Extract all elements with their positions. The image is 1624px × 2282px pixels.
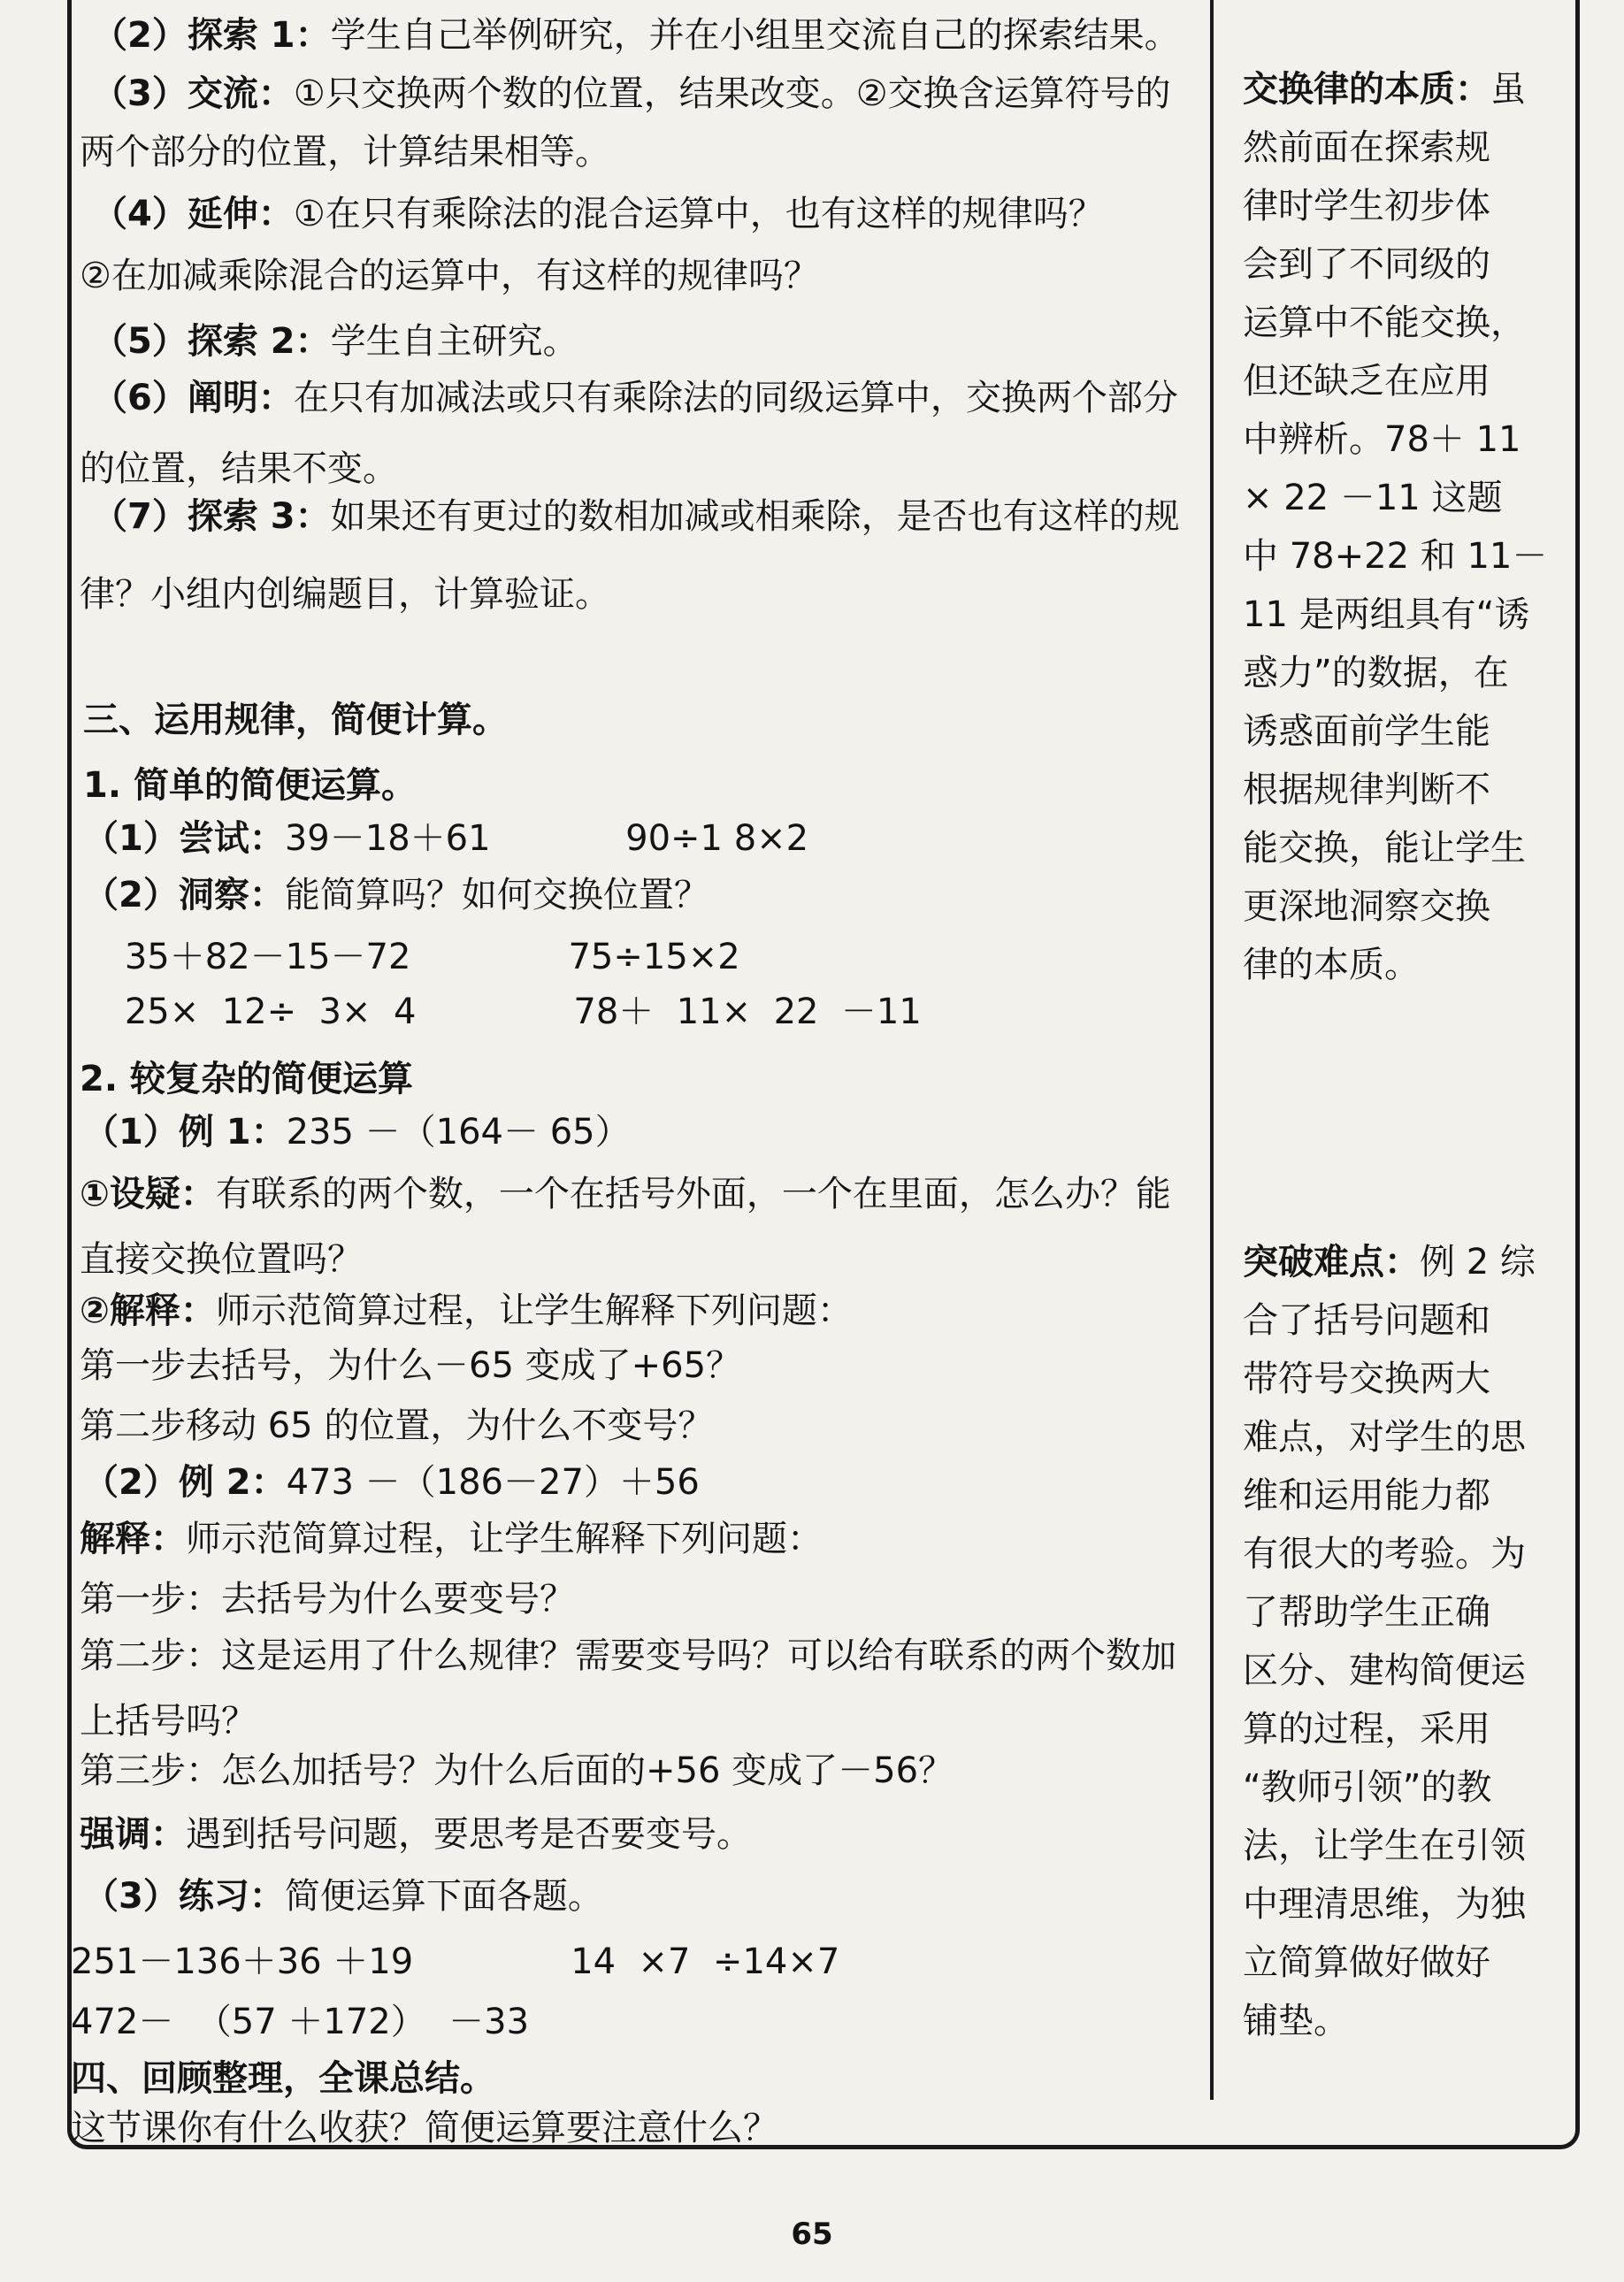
line: 强调：遇到括号问题，要思考是否要变号。	[80, 1814, 752, 1855]
page-number: 65	[791, 2217, 833, 2252]
side-note-line: 中理清思维，为独	[1243, 1884, 1526, 1925]
line: 第一步：去括号为什么要变号？	[80, 1579, 575, 1620]
side-note-line: 能交换，能让学生	[1243, 828, 1526, 869]
line: 第二步：这是运用了什么规律？需要变号吗？可以给有联系的两个数加	[80, 1635, 1176, 1676]
side-note-line: 维和运用能力都	[1243, 1475, 1490, 1516]
main-column	[71, 0, 1196, 2148]
section-heading: 三、运用规律，简便计算。	[83, 700, 508, 740]
expression-line: 25× 12÷ 3× 4 78＋ 11× 22 －11	[80, 992, 922, 1032]
line: ①设疑：有联系的两个数，一个在括号外面，一个在里面，怎么办？能	[80, 1174, 1171, 1214]
side-note-line: 铺垫。	[1243, 2001, 1349, 2041]
side-note-line: 但还缺乏在应用	[1243, 361, 1490, 402]
line: （1）例 1：235 －（164－ 65）	[83, 1112, 631, 1152]
line: （2）洞察：能简算吗？如何交换位置？	[83, 875, 709, 915]
side-note-line: 区分、建构简便运	[1243, 1650, 1526, 1691]
side-note-line: 然前面在探索规	[1243, 127, 1490, 168]
expression-line: 35＋82－15－72 75÷15×2	[80, 937, 740, 977]
line: （6）阐明：在只有加减法或只有乘除法的同级运算中，交换两个部分	[92, 378, 1178, 418]
subsection-heading: 2. 较复杂的简便运算	[80, 1059, 413, 1099]
side-note-line: 算的过程，采用	[1243, 1709, 1490, 1750]
side-note-line: 根据规律判断不	[1243, 770, 1490, 810]
expression-line: 251－136＋36 ＋19 14 ×7 ÷14×7	[71, 1941, 840, 1982]
side-note-line: 带符号交换两大	[1243, 1359, 1490, 1399]
side-note-line: 突破难点：例 2 综	[1243, 1242, 1536, 1283]
side-note-essence	[1243, 60, 1552, 994]
side-note-line: 法，让学生在引领	[1243, 1826, 1526, 1866]
line: 这节课你有什么收获？简便运算要注意什么？	[71, 2108, 778, 2148]
line: ②解释：师示范简算过程，让学生解释下列问题：	[80, 1290, 853, 1331]
column-divider	[1210, 0, 1214, 2100]
line: （3）交流：①只交换两个数的位置，结果改变。②交换含运算符号的	[92, 73, 1171, 114]
line: 解释：师示范简算过程，让学生解释下列问题：	[80, 1519, 823, 1559]
side-note-line: 难点，对学生的思	[1243, 1417, 1526, 1458]
line: 律？小组内创编题目，计算验证。	[80, 574, 610, 615]
side-note-line: 律时学生初步体	[1243, 186, 1490, 226]
line: ②在加减乘除混合的运算中，有这样的规律吗？	[80, 256, 819, 296]
line: （2）探索 1：学生自己举例研究，并在小组里交流自己的探索结果。	[92, 15, 1180, 56]
side-note-line: 立简算做好做好	[1243, 1942, 1490, 1983]
side-note-line: 中辨析。78＋ 11	[1243, 419, 1521, 460]
expression-line: 472－ （57 ＋172） －33	[71, 2002, 530, 2042]
side-note-title: 突破难点：	[1243, 1242, 1420, 1283]
side-note-line: 运算中不能交换，	[1243, 302, 1526, 343]
side-note-line: 11 是两组具有“诱	[1243, 594, 1530, 635]
side-note-line: × 22 －11 这题	[1243, 478, 1503, 518]
side-note-line: 诱惑面前学生能	[1243, 711, 1490, 752]
line: 第二步移动 65 的位置，为什么不变号？	[80, 1405, 714, 1446]
line: 上括号吗？	[80, 1701, 257, 1742]
side-note-title: 交换律的本质：	[1243, 69, 1490, 110]
side-note-line: 合了括号问题和	[1243, 1300, 1490, 1341]
side-note-line: 律的本质。	[1243, 945, 1420, 985]
line: 两个部分的位置，计算结果相等。	[80, 132, 610, 172]
side-note-line: 更深地洞察交换	[1243, 886, 1490, 927]
side-note-line: “教师引领”的教	[1243, 1767, 1492, 1808]
section-heading: 四、回顾整理，全课总结。	[71, 2058, 495, 2099]
line: 第三步：怎么加括号？为什么后面的+56 变成了－56？	[80, 1750, 954, 1791]
side-note-line: 了帮助学生正确	[1243, 1592, 1490, 1633]
side-note-line: 惑力”的数据，在	[1243, 653, 1509, 693]
line: （1）尝试：39－18＋61 90÷1 8×2	[83, 818, 809, 859]
line: （3）练习：简便运算下面各题。	[83, 1876, 603, 1917]
line: （7）探索 3：如果还有更过的数相加减或相乘除，是否也有这样的规	[92, 496, 1180, 537]
side-note-line: 会到了不同级的	[1243, 244, 1490, 285]
line: （2）例 2：473 －（186－27）＋56	[83, 1462, 700, 1503]
side-note-difficulty	[1243, 1233, 1552, 2050]
side-note-line: 交换律的本质：虽	[1243, 69, 1526, 110]
line: （4）延伸：①在只有乘除法的混合运算中，也有这样的规律吗？	[92, 194, 1104, 234]
subsection-heading: 1. 简单的简便运算。	[83, 765, 417, 806]
side-note-line: 有很大的考验。为	[1243, 1534, 1526, 1574]
side-note-line: 中 78+22 和 11－	[1243, 536, 1548, 577]
line: 第一步去括号，为什么－65 变成了+65？	[80, 1345, 742, 1386]
line: 的位置，结果不变。	[80, 448, 398, 489]
line: 直接交换位置吗？	[80, 1239, 363, 1280]
line: （5）探索 2：学生自主研究。	[92, 321, 578, 362]
